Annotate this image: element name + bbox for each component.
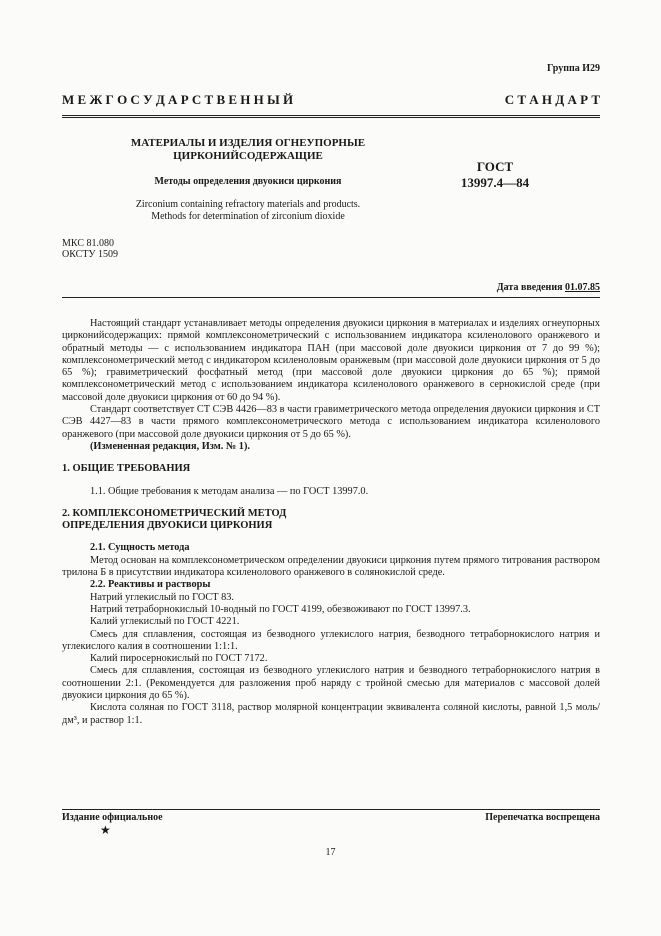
document-body xyxy=(62,318,600,727)
introduction-date xyxy=(497,282,600,293)
paragraph-method-essence: Метод основан на комплексонометрическом определении двуокиси циркония путем прямого титрования раствором трилона Б в присутствии индикатора ксиленолового оранжевого в солянокислой среде. xyxy=(62,554,600,579)
reagent-fusion-mix-2: Смесь для сплавления, состоящая из безводного углекислого натрия и безводного тетраборнокислого натрия в соотношении 2:1. (Рекомендуется для разложения проб наряду с тройной смесью для материалов с массовой долей двуокиси циркония до 65 %). xyxy=(62,665,600,702)
date-label: Дата введения xyxy=(496,282,563,293)
footer-rule xyxy=(62,809,600,810)
gost-code: 13997.4—84 xyxy=(460,175,530,190)
english-title xyxy=(78,199,418,223)
subsection-2-1-heading: 2.1. Сущность метода xyxy=(90,542,190,554)
gost-number xyxy=(440,159,550,191)
reagent-potassium-carbonate: Калий углекислый по ГОСТ 4221. xyxy=(90,616,240,628)
banner-right: С Т А Н Д А Р Т xyxy=(504,92,600,107)
gost-label: ГОСТ xyxy=(476,159,514,174)
reagent-hydrochloric-acid: Кислота соляная по ГОСТ 3118, раствор молярной концентрации эквивалента соляной кислоты, равной 1,5 моль/дм³, и раствор 1:1. xyxy=(62,702,600,726)
okstu-code: ОКСТУ 1509 xyxy=(62,249,119,260)
banner-left: М Е Ж Г О С У Д А Р С Т В Е Н Н Ы Й xyxy=(62,92,294,107)
header-rule-thin xyxy=(62,117,600,118)
english-title-line-1: Zirconium containing refractory materials and products. xyxy=(135,199,361,210)
english-title-line-2: Methods for determination of zirconium dioxide xyxy=(151,211,345,222)
reprint-prohibited: Перепечатка воспрещена xyxy=(485,812,600,823)
date-value: 01.07.85 xyxy=(565,282,600,293)
paragraph-1-1: 1.1. Общие требования к методам анализа — по ГОСТ 13997.0. xyxy=(90,485,369,497)
reagent-sodium-carbonate: Натрий углекислый по ГОСТ 83. xyxy=(90,591,234,603)
title-line-1: МАТЕРИАЛЫ И ИЗДЕЛИЯ ОГНЕУПОРНЫЕ xyxy=(130,137,366,149)
section-2-heading-line-1: 2. КОМПЛЕКСОНОМЕТРИЧЕСКИЙ МЕТОД xyxy=(62,507,287,519)
title-line-2: ЦИРКОНИЙСОДЕРЖАЩИЕ xyxy=(173,150,323,162)
title-block xyxy=(78,137,418,223)
subsection-2-2-heading: 2.2. Реактивы и растворы xyxy=(90,579,211,591)
classification-codes xyxy=(62,238,118,260)
section-2-heading-line-2: ОПРЕДЕЛЕНИЯ ДВУОКИСИ ЦИРКОНИЯ xyxy=(62,520,273,532)
official-edition: Издание официальное xyxy=(62,812,163,823)
paragraph-compliance: Стандарт соответствует СТ СЭВ 4426—83 в части гравиметрического метода определения двуокиси циркония и СТ СЭВ 4427—83 в части прямого комплексонометрического метода с использованием индикатора ксиленолового оранжевого (при массовой доле двуокиси циркония от 5 до 65 %). xyxy=(62,404,600,440)
group-code: Группа И29 xyxy=(547,63,600,74)
header-rule-thick xyxy=(62,115,600,116)
paragraph-amendment: (Измененная редакция, Изм. № 1). xyxy=(90,440,250,452)
section-1-heading: 1. ОБЩИЕ ТРЕБОВАНИЯ xyxy=(62,463,191,475)
paragraph-scope: Настоящий стандарт устанавливает методы определения двуокиси циркония в материалах и изделиях огнеупорных цирконийсодержащих: прямой комплексонометрический с использованием индикатора ксиленолового оранжевого и обратный методы — с использованием индикатора ПАН (при массовой доле двуокиси циркония от 7 до 99 %); комплексонометрический метод с индикатором ксиленоловым оранжевым (при массовой доле двуокиси циркония от 5 до 65 %); гравиметрический фосфатный метод (при массовой доле двуокиси циркония до 65 %); прямой комплексонометрический метод с использованием индикатора ксиленолового оранжевого в сернокислой среде (при массовой доле двуокиси циркония от 60 до 94 %). xyxy=(62,318,600,403)
reagent-potassium-pyrosulfate: Калий пиросернокислый по ГОСТ 7172. xyxy=(90,653,268,665)
page-number: 17 xyxy=(325,847,336,858)
mks-code: МКС 81.080 xyxy=(62,238,114,249)
subtitle: Методы определения двуокиси циркония xyxy=(154,176,342,187)
star-icon: ★ xyxy=(100,823,111,837)
date-rule xyxy=(62,297,600,298)
reagent-fusion-mix-1: Смесь для сплавления, состоящая из безводного углекислого натрия, безводного тетраборнокислого натрия и углекислого калия в соотношении 1:1:1. xyxy=(62,628,600,652)
reagent-sodium-tetraborate: Натрий тетраборнокислый 10-водный по ГОСТ 4199, обезвоживают по ГОСТ 13997.3. xyxy=(90,603,471,615)
standard-banner xyxy=(62,92,600,108)
